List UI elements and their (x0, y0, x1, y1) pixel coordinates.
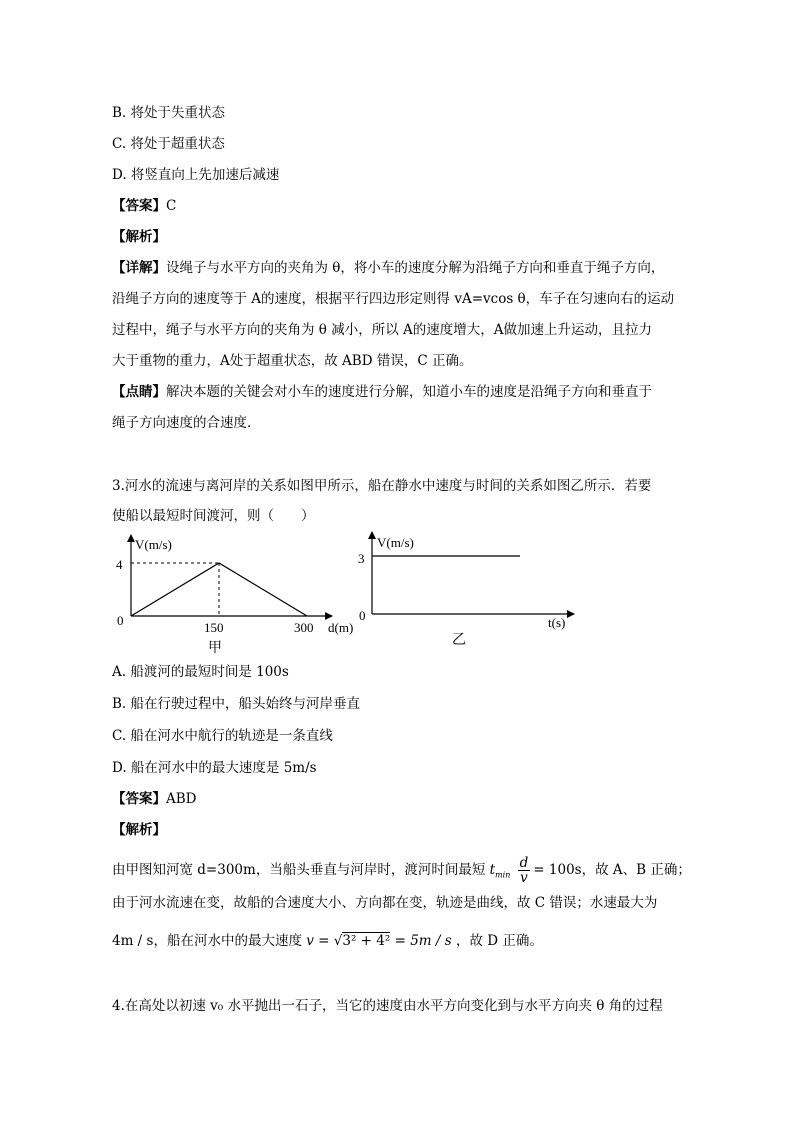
formula-den: v (520, 870, 528, 886)
q3-option-b: B. 船在行驶过程中，船头始终与河岸垂直 (112, 696, 361, 712)
q4-stem-line-1: 4.在高处以初速 v₀ 水平抛出一石子，当它的速度由水平方向变化到与水平方向夹 θ 角的过程 (112, 998, 663, 1014)
q3-exp-3b: ，故 D 正确。 (455, 933, 543, 949)
formula-rhs: = 100s (533, 862, 582, 878)
q3-exp-1b: ，故 A、B 正确； (581, 862, 691, 878)
q3-answer-value: ABD (166, 791, 197, 807)
chart-yi (358, 532, 574, 648)
jia-y-tick: 4 (116, 557, 123, 572)
detail-tag: 【详解】 (112, 260, 166, 276)
q3-answer-line (112, 790, 197, 808)
detail-line-1 (112, 259, 664, 277)
option-b: B. 将处于失重状态 (112, 105, 226, 121)
formula-num: d (519, 855, 529, 871)
detail-line-3: 过程中，绳子与水平方向的夹角为 θ 减小，所以 A的速度增大，A做加速上升运动，且拉力 (112, 322, 652, 338)
answer-tag: 【答案】 (112, 198, 166, 214)
jia-x-label: d(m) (328, 620, 354, 635)
formula-tmin (490, 856, 582, 885)
q3-analysis-tag: 【解析】 (112, 822, 166, 838)
figure-panels (0, 528, 794, 658)
option-c: C. 将处于超重状态 (112, 136, 225, 152)
q3-exp-3a: 4m / s，船在河水中的最大速度 (112, 933, 307, 949)
comment-line-2: 绳子方向速度的合速度． (112, 415, 261, 431)
formula2-rhs: = 5m / s (394, 933, 452, 949)
jia-x-tick-300: 300 (294, 620, 314, 635)
option-d: D. 将竖直向上先加速后减速 (112, 167, 280, 183)
chart-jia (116, 535, 353, 656)
q3-exp-line-3 (112, 932, 543, 950)
yi-caption: 乙 (452, 633, 466, 648)
yi-x-label: t(s) (548, 615, 566, 630)
formula-t: t (489, 862, 496, 878)
q3-exp-1a: 由甲图知河宽 d=300m，当船头垂直与河岸时，渡河时间最短 (112, 862, 490, 878)
q3-exp-line-2: 由于河水流速在变，故船的合速度大小、方向都在变，轨迹是曲线，故 C 错误；水速最大为 (112, 895, 658, 911)
jia-caption: 甲 (208, 641, 222, 656)
detail-text-1: 设绳子与水平方向的夹角为 θ，将小车的速度分解为沿绳子方向和垂直于绳子方向， (166, 260, 665, 276)
q3-answer-tag: 【答案】 (112, 791, 166, 807)
q3-option-a: A. 船渡河的最短时间是 100s (112, 664, 289, 680)
comment-text-1: 解决本题的关键会对小车的速度进行分解，知道小车的速度是沿绳子方向和垂直于 (166, 384, 652, 400)
q3-exp-line-1 (112, 856, 691, 885)
q3-stem-line-1: 3.河水的流速与离河岸的关系如图甲所示，船在静水中速度与时间的关系如图乙所示．若要 (112, 478, 652, 494)
yi-y-tick: 3 (358, 551, 365, 566)
detail-line-2: 沿绳子方向的速度等于 A的速度，根据平行四边形定则得 vA=vcos θ，车子在匀速向右的运动 (112, 291, 675, 307)
q3-option-d: D. 船在河水中的最大速度是 5m/s (112, 760, 317, 776)
yi-y-label: V(m/s) (377, 535, 414, 550)
comment-tag: 【点睛】 (112, 384, 166, 400)
answer-line (112, 197, 176, 215)
jia-x-tick-150: 150 (204, 620, 224, 635)
formula2-lhs: v = (306, 933, 330, 949)
q3-stem-line-2: 使船以最短时间渡河，则（ ） (112, 508, 315, 524)
formula-t-sub: min (495, 870, 511, 880)
analysis-tag: 【解析】 (112, 229, 166, 245)
formula2-radicand: 3² + 4² (342, 933, 391, 949)
formula-fraction (518, 856, 531, 885)
formula-vmax (306, 932, 456, 949)
sqrt-icon: √ (333, 933, 343, 949)
yi-x-tick-0: 0 (359, 608, 366, 623)
answer-value: C (166, 198, 177, 214)
jia-y-label: V(m/s) (135, 537, 172, 552)
comment-line-1 (112, 383, 652, 401)
q3-option-c: C. 船在河水中航行的轨迹是一条直线 (112, 728, 333, 744)
detail-line-4: 大于重物的重力，A处于超重状态，故 ABD 错误，C 正确。 (112, 353, 473, 369)
jia-x-tick-0: 0 (117, 613, 124, 628)
